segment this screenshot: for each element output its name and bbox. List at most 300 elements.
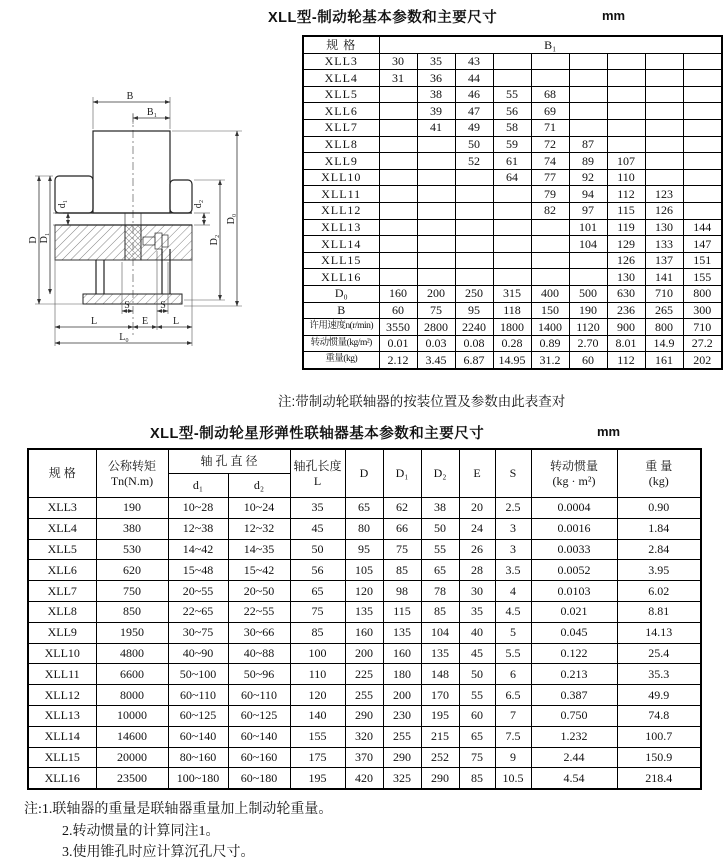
b1-value-cell: 77 xyxy=(531,169,569,186)
t2-header-D: D xyxy=(345,449,383,498)
table1-row xyxy=(303,169,722,186)
dim-label-B1: B₁ xyxy=(146,107,158,118)
value-cell: 75 xyxy=(290,601,345,622)
b1-value-cell xyxy=(683,53,722,70)
value-cell: 4 xyxy=(495,581,531,602)
table2-row xyxy=(28,643,701,664)
dim-label-D: D xyxy=(28,236,39,244)
value-cell: 62 xyxy=(383,498,421,519)
value-cell: 135 xyxy=(345,601,383,622)
value-cell: 1.84 xyxy=(617,518,701,539)
table1-unit-label: mm xyxy=(602,8,626,23)
table1-b1-header: B₁ xyxy=(379,36,722,53)
value-cell: 7 xyxy=(495,705,531,726)
value-cell: 12~32 xyxy=(228,518,290,539)
spec-cell: XLL14 xyxy=(303,236,379,253)
t2-header-bore-length-line1: 轴孔长度 xyxy=(293,458,342,473)
value-cell: 100 xyxy=(290,643,345,664)
dim-label-E: E xyxy=(141,316,149,327)
b1-value-cell xyxy=(531,219,569,236)
b1-value-cell xyxy=(455,269,493,286)
value-cell: 85 xyxy=(421,601,459,622)
value-cell: 60 xyxy=(569,352,607,369)
b1-value-cell xyxy=(683,103,722,120)
value-cell: 750 xyxy=(96,581,168,602)
value-cell: 15~42 xyxy=(228,560,290,581)
value-cell: 28 xyxy=(459,560,495,581)
value-cell: 80 xyxy=(345,518,383,539)
value-cell: 60~140 xyxy=(228,726,290,747)
table1-row xyxy=(303,269,722,286)
b1-value-cell: 126 xyxy=(607,252,645,269)
value-cell: 98 xyxy=(383,581,421,602)
value-cell: 85 xyxy=(459,768,495,789)
b1-value-cell xyxy=(493,202,531,219)
b1-value-cell xyxy=(493,53,531,70)
value-cell: 0.0016 xyxy=(531,518,617,539)
t2-header-weight-line1: 重 量 xyxy=(645,458,673,473)
b1-value-cell xyxy=(455,169,493,186)
value-cell: 55 xyxy=(459,685,495,706)
value-cell: 0.01 xyxy=(379,335,417,352)
table2-title: XLL型-制动轮星形弹性联轴器基本参数和主要尺寸 xyxy=(150,426,485,442)
value-cell: 1800 xyxy=(493,319,531,336)
value-cell: 2.84 xyxy=(617,539,701,560)
t2-header-bore-length xyxy=(290,449,345,498)
table1-row xyxy=(303,252,722,269)
table1-row xyxy=(303,136,722,153)
spec-cell: XLL4 xyxy=(28,518,96,539)
value-cell: 50 xyxy=(290,539,345,560)
b1-value-cell xyxy=(683,169,722,186)
value-cell: 45 xyxy=(459,643,495,664)
b1-value-cell xyxy=(645,169,683,186)
value-cell: 290 xyxy=(345,705,383,726)
value-cell: 8.81 xyxy=(617,601,701,622)
value-cell: 112 xyxy=(607,352,645,369)
value-cell: 100~180 xyxy=(168,768,228,789)
value-cell: 2.44 xyxy=(531,747,617,768)
table1-bottom-row xyxy=(303,285,722,302)
t2-header-bore-dia: 轴 孔 直 径 xyxy=(168,449,290,474)
table2-row xyxy=(28,685,701,706)
table1-title: XLL型-制动轮基本参数和主要尺寸 xyxy=(268,10,498,26)
value-cell: 0.045 xyxy=(531,622,617,643)
b1-value-cell xyxy=(683,186,722,203)
value-cell: 30 xyxy=(459,581,495,602)
b1-value-cell: 133 xyxy=(645,236,683,253)
value-cell: 135 xyxy=(421,643,459,664)
t2-header-D1: D₁ xyxy=(383,449,421,498)
value-cell: 190 xyxy=(569,302,607,319)
value-cell: 0.0033 xyxy=(531,539,617,560)
b1-value-cell xyxy=(531,269,569,286)
spec-cell: XLL11 xyxy=(28,664,96,685)
value-cell: 0.0052 xyxy=(531,560,617,581)
coupling-drawing xyxy=(30,88,280,360)
value-cell: 370 xyxy=(345,747,383,768)
value-cell: 150.9 xyxy=(617,747,701,768)
brake-wheel xyxy=(93,131,170,213)
b1-value-cell xyxy=(569,103,607,120)
b1-value-cell xyxy=(493,269,531,286)
value-cell: 1950 xyxy=(96,622,168,643)
spec-cell: XLL6 xyxy=(303,103,379,120)
b1-value-cell: 59 xyxy=(493,136,531,153)
spec-cell: XLL8 xyxy=(303,136,379,153)
value-cell: 65 xyxy=(345,498,383,519)
b1-value-cell xyxy=(645,136,683,153)
t2-header-bore-length-line2: L xyxy=(313,473,322,488)
table2-row xyxy=(28,518,701,539)
table2-row xyxy=(28,705,701,726)
value-cell: 6 xyxy=(495,664,531,685)
value-cell: 300 xyxy=(683,302,722,319)
value-cell: 0.90 xyxy=(617,498,701,519)
t2-header-torque-line1: 公称转矩 xyxy=(107,458,156,473)
row-label-cell: 许用速度n(r/min) xyxy=(303,319,379,336)
value-cell: 160 xyxy=(379,285,417,302)
coupling-parameters-table xyxy=(27,448,702,790)
value-cell: 10~24 xyxy=(228,498,290,519)
t2-header-weight-line2: (kg) xyxy=(648,473,669,488)
value-cell: 320 xyxy=(345,726,383,747)
value-cell: 14.9 xyxy=(645,335,683,352)
b1-value-cell xyxy=(455,186,493,203)
spec-cell: XLL10 xyxy=(303,169,379,186)
value-cell: 195 xyxy=(290,768,345,789)
b1-value-cell: 87 xyxy=(569,136,607,153)
b1-value-cell xyxy=(379,219,417,236)
b1-value-cell: 89 xyxy=(569,153,607,170)
b1-value-cell xyxy=(417,153,455,170)
b1-value-cell: 47 xyxy=(455,103,493,120)
right-hub xyxy=(170,180,192,213)
b1-value-cell: 58 xyxy=(493,119,531,136)
value-cell: 23500 xyxy=(96,768,168,789)
value-cell: 202 xyxy=(683,352,722,369)
spec-cell: XLL3 xyxy=(28,498,96,519)
value-cell: 40~88 xyxy=(228,643,290,664)
spec-cell: XLL8 xyxy=(28,601,96,622)
b1-value-cell xyxy=(531,252,569,269)
b1-value-cell: 92 xyxy=(569,169,607,186)
value-cell: 85 xyxy=(290,622,345,643)
b1-value-cell: 43 xyxy=(455,53,493,70)
spec-cell: XLL4 xyxy=(303,70,379,87)
b1-value-cell: 94 xyxy=(569,186,607,203)
value-cell: 25.4 xyxy=(617,643,701,664)
value-cell: 5 xyxy=(495,622,531,643)
b1-value-cell: 44 xyxy=(455,70,493,87)
value-cell: 10~28 xyxy=(168,498,228,519)
dim-label-D1: D₁ xyxy=(39,232,50,244)
value-cell: 14600 xyxy=(96,726,168,747)
value-cell: 1.232 xyxy=(531,726,617,747)
b1-value-cell: 123 xyxy=(645,186,683,203)
table1-bottom-row xyxy=(303,319,722,336)
table2-row xyxy=(28,539,701,560)
value-cell: 60~160 xyxy=(228,747,290,768)
b1-value-cell: 64 xyxy=(493,169,531,186)
value-cell: 230 xyxy=(383,705,421,726)
value-cell: 80~160 xyxy=(168,747,228,768)
table1-bottom-row xyxy=(303,335,722,352)
spec-cell: XLL9 xyxy=(303,153,379,170)
b1-value-cell xyxy=(683,70,722,87)
value-cell: 135 xyxy=(383,622,421,643)
b1-value-cell xyxy=(455,236,493,253)
elastic-element-section xyxy=(125,225,141,260)
table1-header-row xyxy=(303,36,722,53)
b1-value-cell xyxy=(379,252,417,269)
value-cell: 530 xyxy=(96,539,168,560)
value-cell: 4.5 xyxy=(495,601,531,622)
value-cell: 65 xyxy=(290,581,345,602)
value-cell: 710 xyxy=(645,285,683,302)
value-cell: 170 xyxy=(421,685,459,706)
value-cell: 225 xyxy=(345,664,383,685)
row-label-cell: B xyxy=(303,302,379,319)
value-cell: 40~90 xyxy=(168,643,228,664)
value-cell: 252 xyxy=(421,747,459,768)
value-cell: 60~110 xyxy=(228,685,290,706)
b1-value-cell: 41 xyxy=(417,119,455,136)
b1-value-cell: 82 xyxy=(531,202,569,219)
footnotes xyxy=(24,799,332,864)
spec-cell: XLL16 xyxy=(303,269,379,286)
value-cell: 265 xyxy=(645,302,683,319)
value-cell: 30~66 xyxy=(228,622,290,643)
value-cell: 161 xyxy=(645,352,683,369)
b1-value-cell: 141 xyxy=(645,269,683,286)
b1-value-cell xyxy=(417,186,455,203)
value-cell: 180 xyxy=(383,664,421,685)
value-cell: 4800 xyxy=(96,643,168,664)
table1-row xyxy=(303,53,722,70)
value-cell: 160 xyxy=(345,622,383,643)
table1-row xyxy=(303,236,722,253)
value-cell: 400 xyxy=(531,285,569,302)
value-cell: 40 xyxy=(459,622,495,643)
table1-bottom-row xyxy=(303,352,722,369)
value-cell: 3 xyxy=(495,518,531,539)
b1-value-cell: 68 xyxy=(531,86,569,103)
table2-row xyxy=(28,601,701,622)
value-cell: 20 xyxy=(459,498,495,519)
value-cell: 0.122 xyxy=(531,643,617,664)
table2-row xyxy=(28,726,701,747)
value-cell: 60~180 xyxy=(228,768,290,789)
b1-value-cell: 97 xyxy=(569,202,607,219)
value-cell: 150 xyxy=(531,302,569,319)
value-cell: 175 xyxy=(290,747,345,768)
table1-bottom-row xyxy=(303,302,722,319)
spec-cell: XLL7 xyxy=(303,119,379,136)
spec-cell: XLL13 xyxy=(28,705,96,726)
b1-value-cell xyxy=(683,153,722,170)
b1-value-cell xyxy=(379,103,417,120)
value-cell: 20~50 xyxy=(228,581,290,602)
spec-cell: XLL6 xyxy=(28,560,96,581)
t2-header-inertia-line2: (kg · m²) xyxy=(552,473,596,488)
value-cell: 3.45 xyxy=(417,352,455,369)
b1-value-cell xyxy=(683,202,722,219)
b1-value-cell: 155 xyxy=(683,269,722,286)
value-cell: 27.2 xyxy=(683,335,722,352)
b1-value-cell xyxy=(607,136,645,153)
value-cell: 30~75 xyxy=(168,622,228,643)
value-cell: 0.28 xyxy=(493,335,531,352)
value-cell: 325 xyxy=(383,768,421,789)
spec-cell: XLL12 xyxy=(303,202,379,219)
value-cell: 22~65 xyxy=(168,601,228,622)
value-cell: 9 xyxy=(495,747,531,768)
b1-value-cell: 104 xyxy=(569,236,607,253)
value-cell: 630 xyxy=(607,285,645,302)
b1-value-cell xyxy=(455,219,493,236)
value-cell: 3.5 xyxy=(495,560,531,581)
value-cell: 2.12 xyxy=(379,352,417,369)
b1-value-cell xyxy=(683,136,722,153)
value-cell: 20000 xyxy=(96,747,168,768)
b1-value-cell: 110 xyxy=(607,169,645,186)
b1-value-cell: 38 xyxy=(417,86,455,103)
value-cell: 900 xyxy=(607,319,645,336)
value-cell: 120 xyxy=(290,685,345,706)
b1-value-cell: 151 xyxy=(683,252,722,269)
value-cell: 380 xyxy=(96,518,168,539)
value-cell: 85 xyxy=(383,560,421,581)
value-cell: 74.8 xyxy=(617,705,701,726)
b1-value-cell xyxy=(569,269,607,286)
value-cell: 0.387 xyxy=(531,685,617,706)
b1-value-cell xyxy=(607,119,645,136)
value-cell: 200 xyxy=(345,643,383,664)
value-cell: 1120 xyxy=(569,319,607,336)
value-cell: 0.08 xyxy=(455,335,493,352)
spec-cell: XLL3 xyxy=(303,53,379,70)
b1-value-cell: 46 xyxy=(455,86,493,103)
value-cell: 2800 xyxy=(417,319,455,336)
row-label-cell: 转动惯量(kg/m²) xyxy=(303,335,379,352)
b1-value-cell xyxy=(607,86,645,103)
value-cell: 55 xyxy=(421,539,459,560)
value-cell: 2.70 xyxy=(569,335,607,352)
b1-value-cell: 72 xyxy=(531,136,569,153)
value-cell: 0.89 xyxy=(531,335,569,352)
value-cell: 66 xyxy=(383,518,421,539)
value-cell: 24 xyxy=(459,518,495,539)
value-cell: 4.54 xyxy=(531,768,617,789)
value-cell: 0.021 xyxy=(531,601,617,622)
value-cell: 6.02 xyxy=(617,581,701,602)
b1-value-cell xyxy=(455,252,493,269)
value-cell: 60 xyxy=(379,302,417,319)
b1-value-cell xyxy=(645,70,683,87)
value-cell: 50 xyxy=(421,518,459,539)
value-cell: 0.0103 xyxy=(531,581,617,602)
value-cell: 65 xyxy=(459,726,495,747)
spec-cell: XLL7 xyxy=(28,581,96,602)
b1-value-cell xyxy=(645,103,683,120)
value-cell: 100.7 xyxy=(617,726,701,747)
value-cell: 0.213 xyxy=(531,664,617,685)
value-cell: 6.87 xyxy=(455,352,493,369)
spec-cell: XLL14 xyxy=(28,726,96,747)
b1-value-cell xyxy=(493,70,531,87)
table1-spec-header: 规 格 xyxy=(303,36,379,53)
b1-value-cell xyxy=(379,136,417,153)
b1-value-cell xyxy=(531,236,569,253)
table2-row xyxy=(28,498,701,519)
value-cell: 14~42 xyxy=(168,539,228,560)
value-cell: 0.03 xyxy=(417,335,455,352)
dim-label-B: B xyxy=(126,91,134,102)
value-cell: 15~48 xyxy=(168,560,228,581)
b1-value-cell xyxy=(417,219,455,236)
value-cell: 75 xyxy=(459,747,495,768)
value-cell: 5.5 xyxy=(495,643,531,664)
value-cell: 800 xyxy=(645,319,683,336)
b1-value-cell xyxy=(645,119,683,136)
table1-row xyxy=(303,86,722,103)
b1-value-cell: 107 xyxy=(607,153,645,170)
b1-value-cell xyxy=(683,86,722,103)
b1-value-cell: 30 xyxy=(379,53,417,70)
value-cell: 290 xyxy=(383,747,421,768)
value-cell: 12~38 xyxy=(168,518,228,539)
value-cell: 50 xyxy=(459,664,495,685)
b1-value-cell: 147 xyxy=(683,236,722,253)
b1-value-cell: 35 xyxy=(417,53,455,70)
value-cell: 78 xyxy=(421,581,459,602)
dim-label-L-right: L xyxy=(172,316,180,327)
value-cell: 75 xyxy=(417,302,455,319)
b1-value-cell: 52 xyxy=(455,153,493,170)
value-cell: 110 xyxy=(290,664,345,685)
value-cell: 3 xyxy=(495,539,531,560)
value-cell: 6600 xyxy=(96,664,168,685)
dim-label-d2: d₂ xyxy=(193,199,204,209)
b1-value-cell xyxy=(569,70,607,87)
b1-value-cell xyxy=(493,252,531,269)
t2-header-S: S xyxy=(495,449,531,498)
value-cell: 2.5 xyxy=(495,498,531,519)
value-cell: 420 xyxy=(345,768,383,789)
b1-value-cell xyxy=(569,53,607,70)
value-cell: 8.01 xyxy=(607,335,645,352)
b1-value-cell xyxy=(379,202,417,219)
b1-value-cell xyxy=(683,119,722,136)
value-cell: 65 xyxy=(421,560,459,581)
value-cell: 0.750 xyxy=(531,705,617,726)
footnote-2: 2.转动惯量的计算同注1。 xyxy=(62,823,220,839)
dim-label-S-right: S xyxy=(160,300,166,311)
table1-row xyxy=(303,103,722,120)
t2-header-inertia-line1: 转动惯量 xyxy=(550,458,599,473)
spec-cell: XLL11 xyxy=(303,186,379,203)
value-cell: 45 xyxy=(290,518,345,539)
row-label-cell: D₀ xyxy=(303,285,379,302)
b1-value-cell: 137 xyxy=(645,252,683,269)
value-cell: 710 xyxy=(683,319,722,336)
value-cell: 14~35 xyxy=(228,539,290,560)
b1-value-cell xyxy=(607,53,645,70)
value-cell: 49.9 xyxy=(617,685,701,706)
b1-value-cell xyxy=(493,186,531,203)
t2-header-d2: d₂ xyxy=(228,474,290,498)
